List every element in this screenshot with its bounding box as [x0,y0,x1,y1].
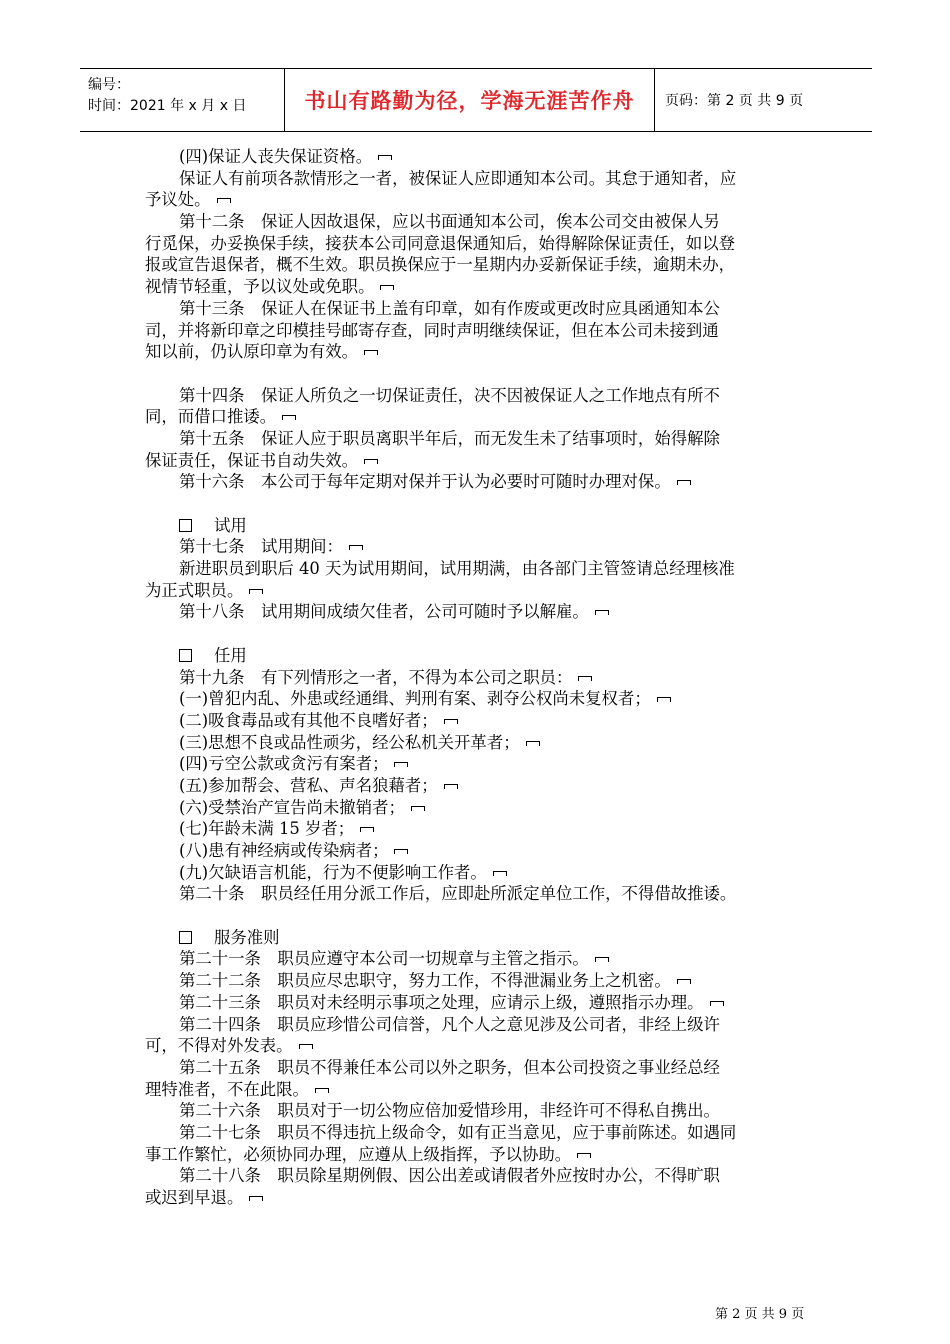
text-line [145,601,813,623]
text-line [145,1100,813,1122]
text-line-content: 予议处。 [145,190,211,210]
text-line-content: (八)患有神经病或传染病者； [179,841,389,860]
text-line [145,341,813,363]
text-line-content: 第二十七条 职员不得违抗上级命令，如有正当意见，应于事前陈述。如遇同 [179,1122,737,1142]
text-line-content: 第十七条 试用期间： [179,537,343,557]
text-line [145,168,813,190]
text-line [145,385,813,407]
text-line-content: 知以前，仍认原印章为有效。 [145,342,359,362]
document-body [145,146,813,1209]
text-line-content: 第二十二条 职员应尽忠职守，努力工作，不得泄漏业务上之机密。 [179,971,671,991]
text-line-content: 第十四条 保证人所负之一切保证责任，决不因被保证人之工作地点有所不 [179,385,720,405]
paragraph-mark-icon [444,719,458,724]
paragraph-gap [145,363,813,385]
paragraph-mark-icon [378,155,392,160]
header-motto: 书山有路勤为径，学海无涯苦作舟 [285,69,655,131]
paragraph-mark-icon [578,676,592,681]
paragraph-mark-icon [677,979,691,984]
time-label: 时间：2021 年 x 月 x 日 [88,98,247,114]
text-line-content: 第十九条 有下列情形之一者，不得为本公司之职员： [179,667,573,687]
paragraph-mark-icon [677,480,691,485]
text-line-content: 保证责任，保证书自动失效。 [145,450,359,470]
paragraph-mark-icon [249,589,263,594]
text-line-content: 第二十六条 职员对于一切公物应倍加爱惜珍用，非经许可不得私自携出。 [179,1101,720,1121]
paragraph-mark-icon [349,545,363,550]
text-line-content: 第十三条 保证人在保证书上盖有印章，如有作废或更改时应具函通知本公 [179,298,720,318]
text-line-content: (六)受禁治产宣告尚未撤销者； [179,797,405,817]
checkbox-icon [179,931,192,944]
text-line-content: 行觅保，办妥换保手续，接获本公司同意退保通知后，始得解除保证责任，如以登 [145,233,736,253]
text-line-content: 第二十一条 职员应遵守本公司一切规章与主管之指示。 [179,949,589,969]
paragraph-mark-icon [315,1088,329,1093]
text-line [145,1057,813,1079]
text-line-content: 第十五条 保证人应于职员离职半年后，而无发生未了结事项时，始得解除 [179,428,720,448]
text-line-content: (九)欠缺语言机能，行为不便影响工作者。 [179,862,487,882]
text-line-content: 同，而借口推诿。 [145,407,277,427]
text-line [145,710,813,732]
section-heading [145,927,813,949]
paragraph-gap [145,905,813,927]
page-footer: 第 2 页 共 9 页 [715,1307,805,1322]
text-line [145,298,813,320]
text-line [145,1144,813,1166]
text-line-content: (四)亏空公款或贪污有案者； [179,754,389,774]
text-line [145,840,813,862]
section-heading [145,645,813,667]
text-line [145,970,813,992]
text-line-content: 报或宣告退保者，概不生效。职员换保应于一星期内办妥新保证手续，逾期未办， [145,255,736,275]
paragraph-mark-icon [411,806,425,811]
paragraph-mark-icon [380,285,394,290]
text-line [145,233,813,255]
paragraph-mark-icon [299,1044,313,1049]
text-line [145,818,813,840]
text-line [145,406,813,428]
paragraph-gap [145,623,813,645]
text-line-content: (一)曾犯内乱、外患或经通缉、判刑有案、剥夺公权尚未复权者； [179,689,651,709]
paragraph-mark-icon [282,415,296,420]
paragraph-mark-icon [360,827,374,832]
text-line [145,862,813,884]
section-heading [145,515,813,537]
header-page-label: 页码：第 2 页 共 9 页 [665,93,804,109]
text-line [145,1187,813,1209]
text-line [145,320,813,342]
paragraph-mark-icon [595,610,609,615]
text-line [145,883,813,905]
text-line-content: 事工作繁忙，必须协同办理，应遵从上级指挥，予以协助。 [145,1144,572,1164]
paragraph-mark-icon [710,1001,724,1006]
text-line [145,1035,813,1057]
text-line [145,146,813,168]
text-line-content: 理特准者，不在此限。 [145,1079,309,1099]
paragraph-mark-icon [657,697,671,702]
text-line-content: 司，并将新印章之印模挂号邮寄存查，同时声明继续保证，但在本公司未接到通 [145,320,719,340]
text-line-content: 为正式职员。 [145,580,244,600]
text-line-content: (五)参加帮会、营私、声名狼藉者； [179,775,438,795]
text-line-content: 第十六条 本公司于每年定期对保并于认为必要时可随时办理对保。 [179,472,671,492]
text-line [145,1122,813,1144]
text-line [145,1079,813,1101]
paragraph-mark-icon [444,784,458,789]
header-meta [80,69,285,131]
number-label: 编号： [88,77,130,93]
text-line-content: (四)保证人丧失保证资格。 [179,147,373,166]
checkbox-icon [179,649,192,662]
text-line-content: 第二十五条 职员不得兼任本公司以外之职务，但本公司投资之事业经总经 [179,1057,720,1077]
text-line [145,753,813,775]
section-heading-text: 服务准则 [214,927,280,947]
paragraph-mark-icon [394,849,408,854]
text-line-content: 第二十条 职员经任用分派工作后，应即赴所派定单位工作，不得借故推诿。 [179,884,737,904]
text-line [145,992,813,1014]
paragraph-mark-icon [595,957,609,962]
paragraph-mark-icon [364,459,378,464]
text-line [145,471,813,493]
text-line-content: 第二十八条 职员除星期例假、因公出差或请假者外应按时办公，不得旷职 [179,1166,720,1186]
text-line-content: (七)年龄未满 15 岁者； [179,819,355,839]
text-line-content: 第十二条 保证人因故退保，应以书面通知本公司，俟本公司交由被保人另 [179,212,720,232]
text-line-content: 可，不得对外发表。 [145,1036,293,1056]
paragraph-gap [145,493,813,515]
text-line [145,558,813,580]
paragraph-mark-icon [394,762,408,767]
text-line [145,536,813,558]
text-line-content: 或迟到早退。 [145,1188,244,1207]
text-line [145,732,813,754]
text-line-content: 第二十三条 职员对未经明示事项之处理，应请示上级，遵照指示办理。 [179,992,704,1012]
text-line [145,1014,813,1036]
text-line-content: 第十八条 试用期间成绩欠佳者，公司可随时予以解雇。 [179,602,589,622]
text-line [145,775,813,797]
text-line-content: 新进职员到职后 40 天为试用期间，试用期满，由各部门主管签请总经理核准 [179,559,735,579]
text-line [145,797,813,819]
text-line-content: (三)思想不良或品性顽劣，经公私机关开革者； [179,732,520,752]
paragraph-mark-icon [249,1196,263,1201]
text-line [145,450,813,472]
paragraph-mark-icon [217,198,231,203]
text-line [145,688,813,710]
section-heading-text: 试用 [214,515,247,535]
text-line [145,667,813,689]
text-line [145,276,813,298]
paragraph-mark-icon [577,1153,591,1158]
text-line-content: (二)吸食毒品或有其他不良嗜好者； [179,710,438,730]
section-heading-text: 任用 [214,645,247,665]
page-header [80,68,872,132]
checkbox-icon [179,519,192,532]
text-line [145,580,813,602]
text-line [145,1165,813,1187]
text-line-content: 视情节轻重，予以议处或免职。 [145,277,375,297]
text-line-content: 保证人有前项各款情形之一者，被保证人应即通知本公司。其怠于通知者，应 [179,168,737,188]
text-line [145,428,813,450]
paragraph-mark-icon [526,741,540,746]
paragraph-mark-icon [493,871,507,876]
text-line [145,948,813,970]
text-line-content: 第二十四条 职员应珍惜公司信誉，凡个人之意见涉及公司者，非经上级许 [179,1014,720,1034]
text-line [145,254,813,276]
text-line [145,189,813,211]
text-line [145,211,813,233]
paragraph-mark-icon [364,350,378,355]
